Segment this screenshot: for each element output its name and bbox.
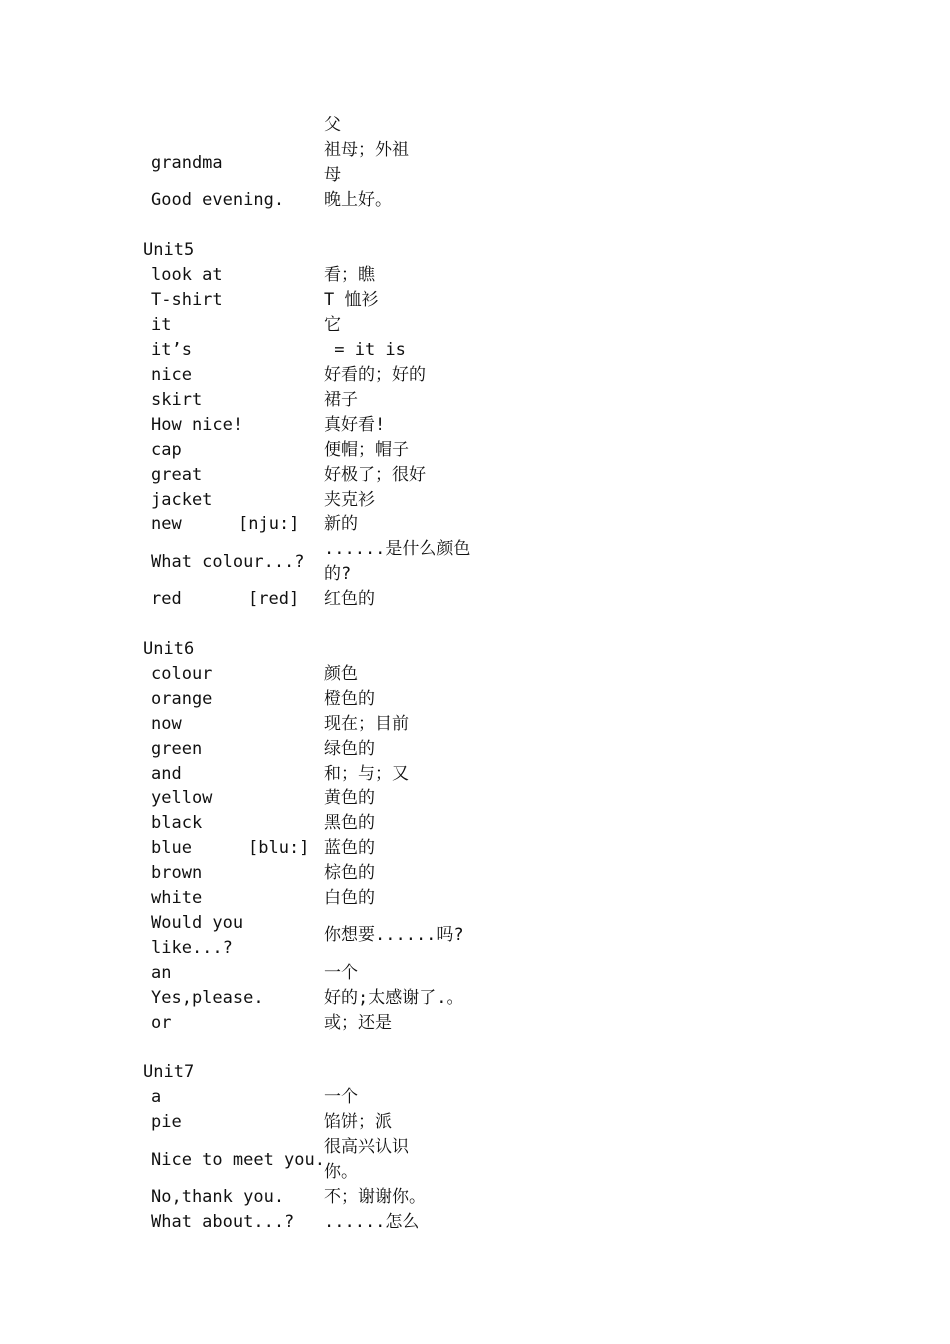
vocab-word: What colour...?	[151, 552, 305, 572]
vocab-meaning: 好看的；好的	[324, 365, 426, 385]
unit-heading: Unit5	[143, 240, 195, 260]
vocab-meaning: 红色的	[324, 589, 375, 609]
vocab-word: red	[151, 589, 182, 609]
vocab-word: it	[151, 315, 172, 335]
vocab-meaning: 夹克衫	[324, 490, 375, 510]
vocab-meaning: T 恤衫	[324, 290, 379, 310]
vocab-meaning: 祖母；外祖	[324, 140, 409, 160]
vocab-word: white	[151, 888, 203, 908]
vocab-meaning: 好极了；很好	[324, 465, 426, 485]
vocab-word: a	[151, 1087, 162, 1107]
vocab-word: or	[151, 1013, 172, 1033]
vocab-meaning: ......怎么	[324, 1212, 420, 1232]
vocab-meaning: 很高兴认识	[324, 1137, 409, 1157]
vocab-word: it’s	[151, 340, 192, 360]
vocab-meaning: 白色的	[324, 888, 375, 908]
vocab-word: cap	[151, 440, 182, 460]
vocab-meaning: 它	[324, 315, 341, 335]
vocab-word: now	[151, 714, 182, 734]
vocab-meaning: 黄色的	[324, 788, 375, 808]
vocab-word: green	[151, 739, 203, 759]
vocab-meaning: 现在；目前	[324, 714, 409, 734]
vocab-meaning: 和；与；又	[324, 764, 409, 784]
vocab-word: Good evening.	[151, 190, 285, 210]
vocab-meaning: 橙色的	[324, 689, 375, 709]
vocab-meaning: 或；还是	[324, 1013, 392, 1033]
vocab-word: like...?	[151, 938, 233, 958]
vocab-meaning: 晚上好。	[324, 190, 392, 210]
unit-heading: Unit6	[143, 639, 195, 659]
vocab-pronunciation: [nju:]	[238, 514, 300, 534]
vocab-meaning: 绿色的	[324, 739, 375, 759]
vocab-meaning: 真好看!	[324, 415, 386, 435]
vocab-word: T-shirt	[151, 290, 223, 310]
vocab-word: grandma	[151, 153, 223, 173]
vocab-pronunciation: [blu:]	[248, 838, 310, 858]
vocab-word: colour	[151, 664, 213, 684]
vocab-meaning: 颜色	[324, 664, 358, 684]
vocab-word: blue	[151, 838, 192, 858]
vocab-meaning: 裙子	[324, 390, 358, 410]
vocab-meaning: 便帽；帽子	[324, 440, 409, 460]
vocab-meaning: 馅饼；派	[324, 1112, 392, 1132]
vocab-word: orange	[151, 689, 213, 709]
vocab-meaning: 看；瞧	[324, 265, 375, 285]
unit-heading: Unit7	[143, 1062, 195, 1082]
vocab-word: yellow	[151, 788, 213, 808]
vocab-word: pie	[151, 1112, 182, 1132]
vocab-meaning: 黑色的	[324, 813, 375, 833]
vocab-word: black	[151, 813, 203, 833]
vocab-word: jacket	[151, 490, 213, 510]
vocab-meaning: 蓝色的	[324, 838, 375, 858]
vocab-word: Would you	[151, 913, 244, 933]
vocab-meaning: 不；谢谢你。	[324, 1187, 426, 1207]
vocab-word: great	[151, 465, 203, 485]
vocab-word: Yes,please.	[151, 988, 264, 1008]
vocab-meaning: 的?	[324, 564, 352, 584]
vocab-meaning: 好的;太感谢了.。	[324, 988, 464, 1008]
vocab-meaning: = it is	[324, 340, 406, 360]
vocab-meaning: 父	[324, 115, 341, 135]
vocab-meaning: 母	[324, 165, 341, 185]
vocab-word: an	[151, 963, 172, 983]
vocab-meaning: 你。	[324, 1162, 358, 1182]
vocab-meaning: ......是什么颜色	[324, 539, 471, 559]
vocab-word: skirt	[151, 390, 203, 410]
vocab-word: look at	[151, 265, 223, 285]
vocab-meaning: 新的	[324, 514, 358, 534]
vocab-meaning: 一个	[324, 963, 358, 983]
vocab-word: nice	[151, 365, 192, 385]
vocab-word: brown	[151, 863, 203, 883]
vocab-word: Nice to meet you.	[151, 1150, 325, 1170]
vocab-meaning: 棕色的	[324, 863, 375, 883]
vocab-word: No,thank you.	[151, 1187, 285, 1207]
vocab-pronunciation: [red]	[248, 589, 300, 609]
vocab-meaning: 你想要......吗?	[324, 925, 464, 945]
vocab-word: How nice!	[151, 415, 244, 435]
vocab-word: What about...?	[151, 1212, 295, 1232]
vocab-meaning: 一个	[324, 1087, 358, 1107]
vocab-word: new	[151, 514, 182, 534]
vocab-word: and	[151, 764, 182, 784]
